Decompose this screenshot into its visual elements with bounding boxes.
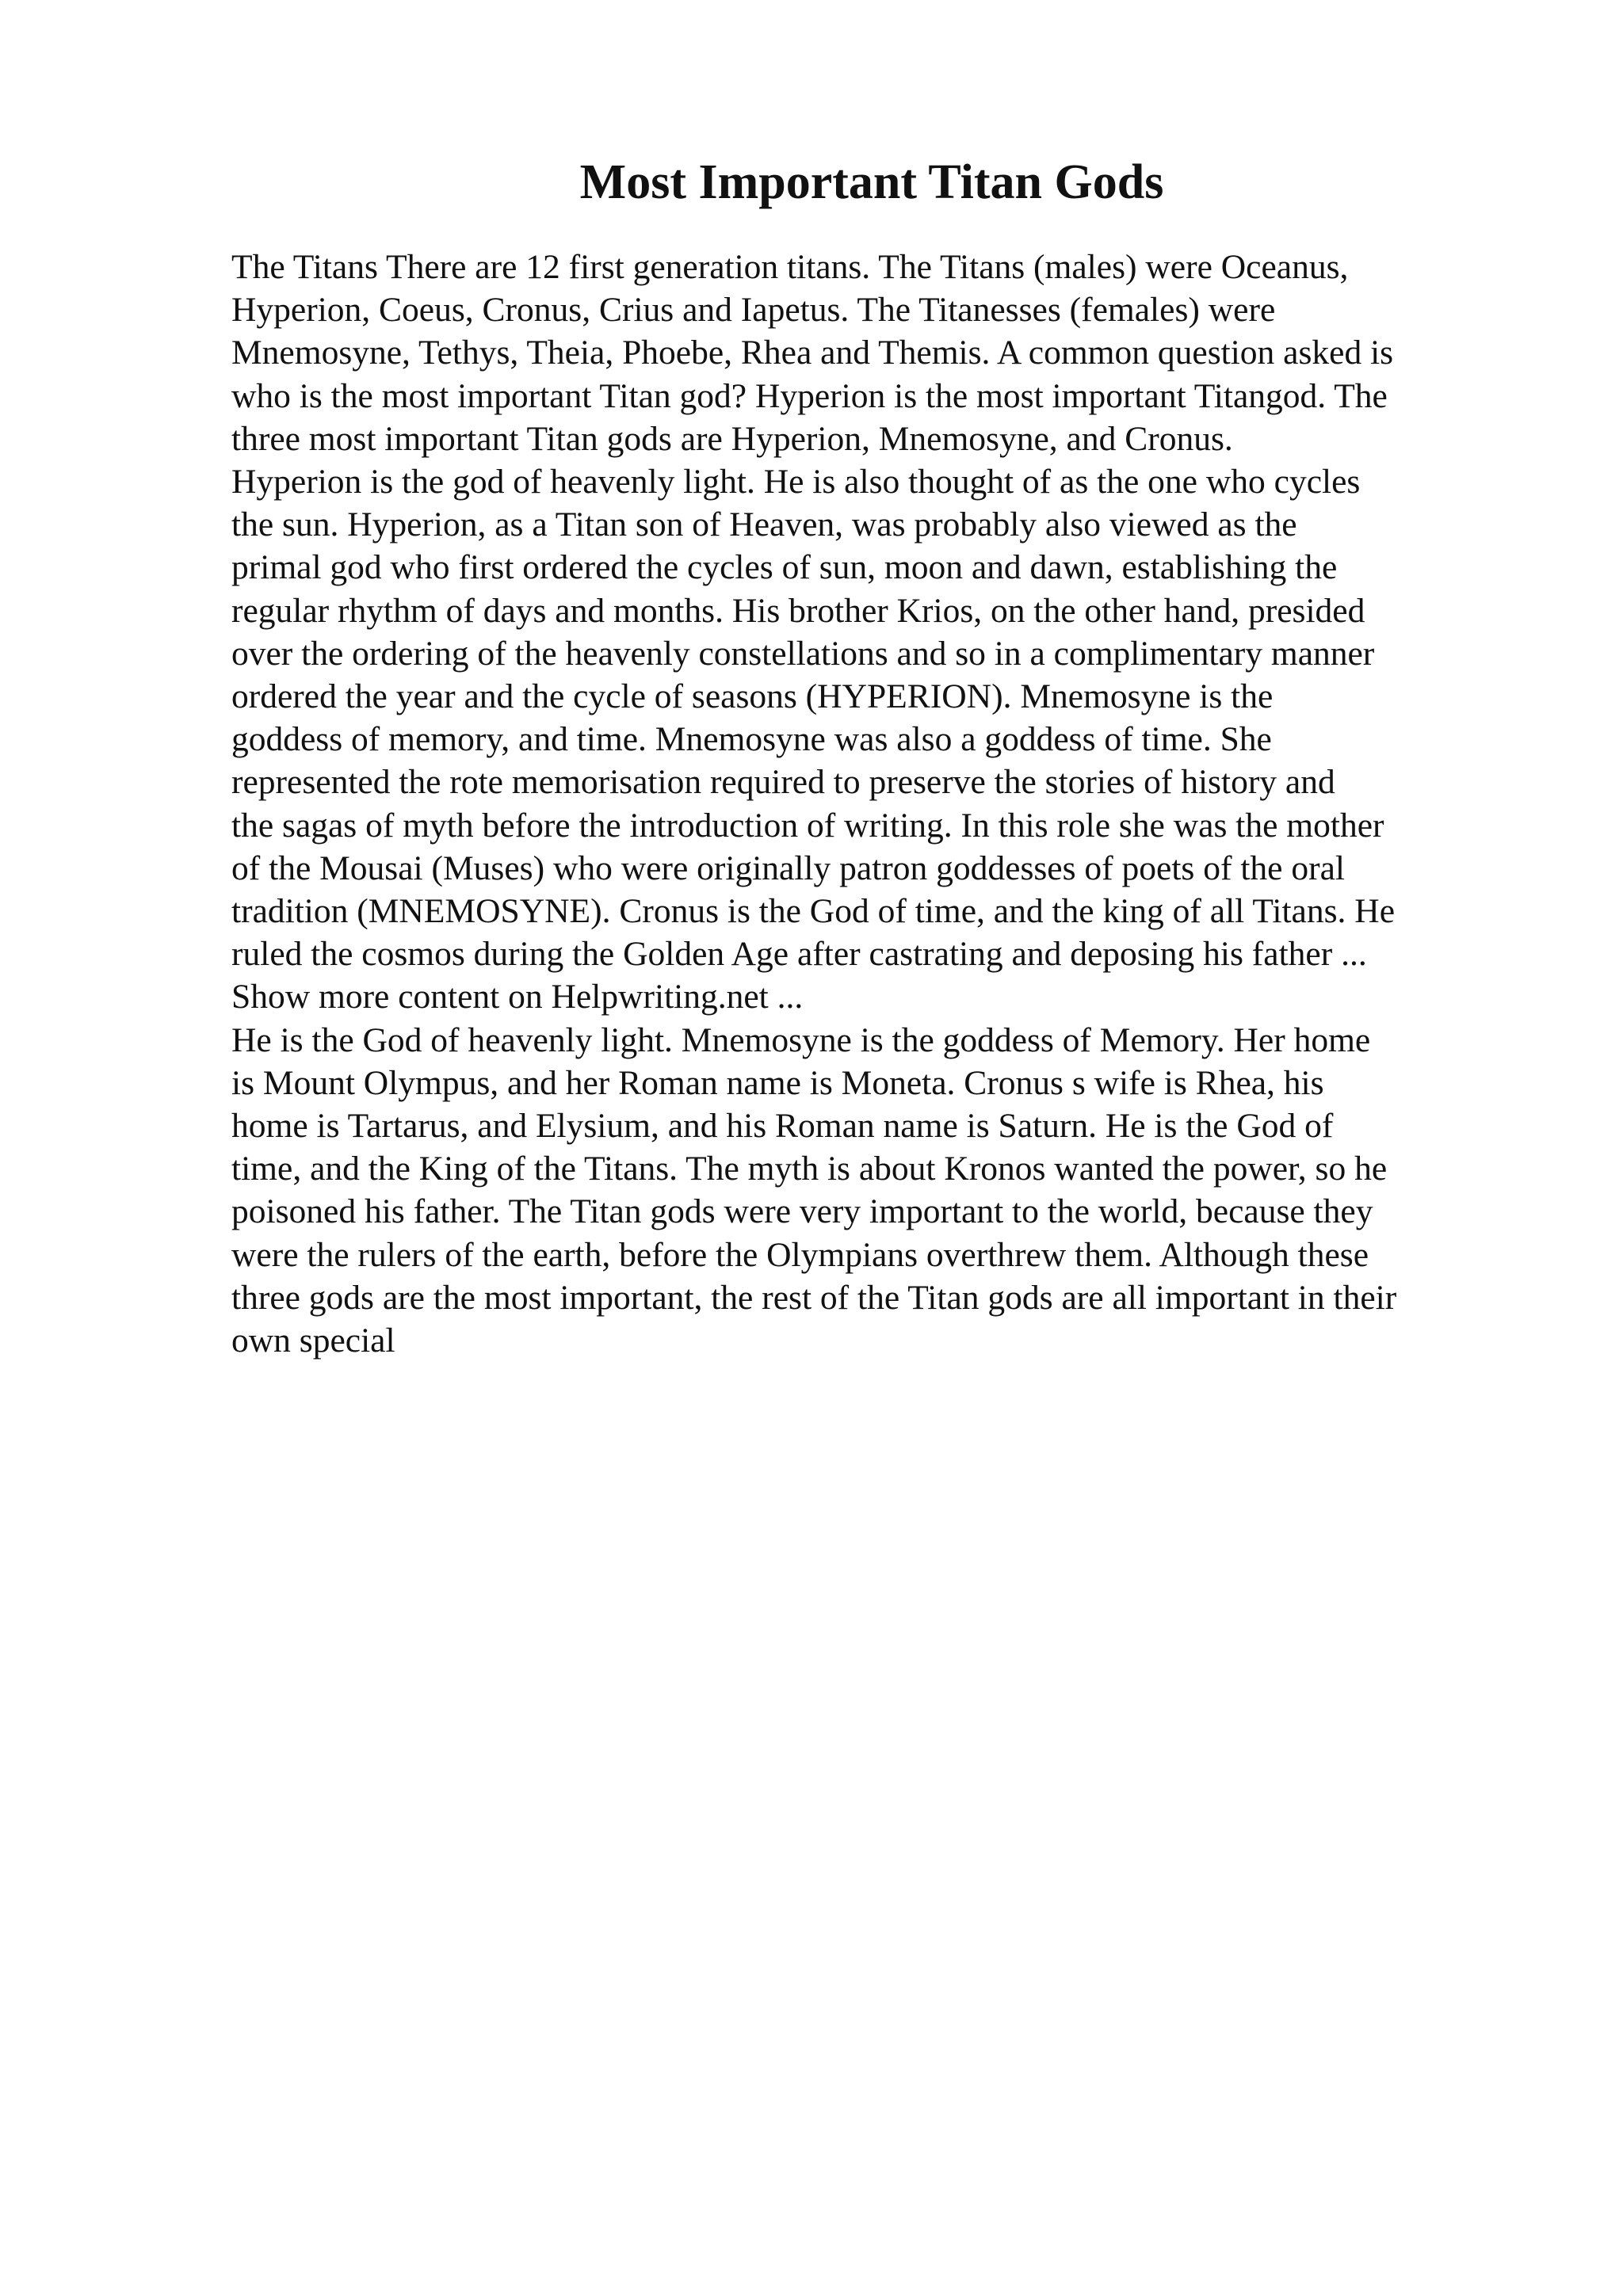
body-text-line: were the rulers of the earth, before the Olympians overthrew them. Although these xyxy=(231,1235,1369,1274)
body-text-line: He is the God of heavenly light. Mnemosyne is the goddess of Memory. Her home xyxy=(231,1020,1371,1059)
body-text-line: goddess of memory, and time. Mnemosyne was also a goddess of time. She xyxy=(231,720,1272,759)
body-text-line: Hyperion is the god of heavenly light. He is also thought of as the one who cycles xyxy=(231,463,1361,502)
body-text-line: ordered the year and the cycle of seasons (HYPERION). Mnemosyne is the xyxy=(231,677,1274,716)
body-text-line: the sagas of myth before the introduction of writing. In this role she was the mother xyxy=(231,806,1384,845)
body-text-line: home is Tartarus, and Elysium, and his Roman name is Saturn. He is the God of xyxy=(231,1107,1334,1146)
body-text-line: three most important Titan gods are Hyperion, Mnemosyne, and Cronus. xyxy=(231,419,1233,458)
body-text-line: Mnemosyne, Tethys, Theia, Phoebe, Rhea and Themis. A common question asked is xyxy=(231,334,1394,372)
body-text-line: who is the most important Titan god? Hyperion is the most important Titangod. The xyxy=(231,376,1388,415)
body-text-line: Hyperion, Coeus, Cronus, Crius and Iapetus. The Titanesses (females) were xyxy=(231,291,1276,330)
body-text-line: poisoned his father. The Titan gods were very important to the world, because they xyxy=(231,1192,1373,1231)
body-text-line: represented the rote memorisation required to preserve the stories of history and xyxy=(231,763,1335,802)
document-body xyxy=(231,246,1499,1362)
body-text-line: The Titans There are 12 first generation titans. The Titans (males) were Oceanus, xyxy=(231,248,1349,286)
body-text-line: the sun. Hyperion, as a Titan son of Heaven, was probably also viewed as the xyxy=(231,505,1297,544)
body-text-line: own special xyxy=(231,1322,395,1360)
body-text-line: ruled the cosmos during the Golden Age after castrating and deposing his father ... xyxy=(231,935,1367,974)
body-text-line: of the Mousai (Muses) who were originally patron goddesses of poets of the oral xyxy=(231,849,1345,887)
body-text-line: primal god who first ordered the cycles of sun, moon and dawn, establishing the xyxy=(231,548,1338,587)
document-title: Most Important Titan Gods xyxy=(579,155,1164,209)
body-text-line: over the ordering of the heavenly constellations and so in a complimentary manner xyxy=(231,634,1375,673)
body-text-line: Show more content on Helpwriting.net ... xyxy=(231,978,804,1016)
body-text-line: regular rhythm of days and months. His brother Krios, on the other hand, presided xyxy=(231,591,1365,630)
body-text-line: tradition (MNEMOSYNE). Cronus is the God of time, and the king of all Titans. He xyxy=(231,892,1396,931)
body-text-line: time, and the King of the Titans. The myth is about Kronos wanted the power, so he xyxy=(231,1150,1388,1188)
body-text-line: three gods are the most important, the rest of the Titan gods are all important in their xyxy=(231,1278,1397,1317)
body-text-line: is Mount Olympus, and her Roman name is Moneta. Cronus s wife is Rhea, his xyxy=(231,1063,1324,1102)
